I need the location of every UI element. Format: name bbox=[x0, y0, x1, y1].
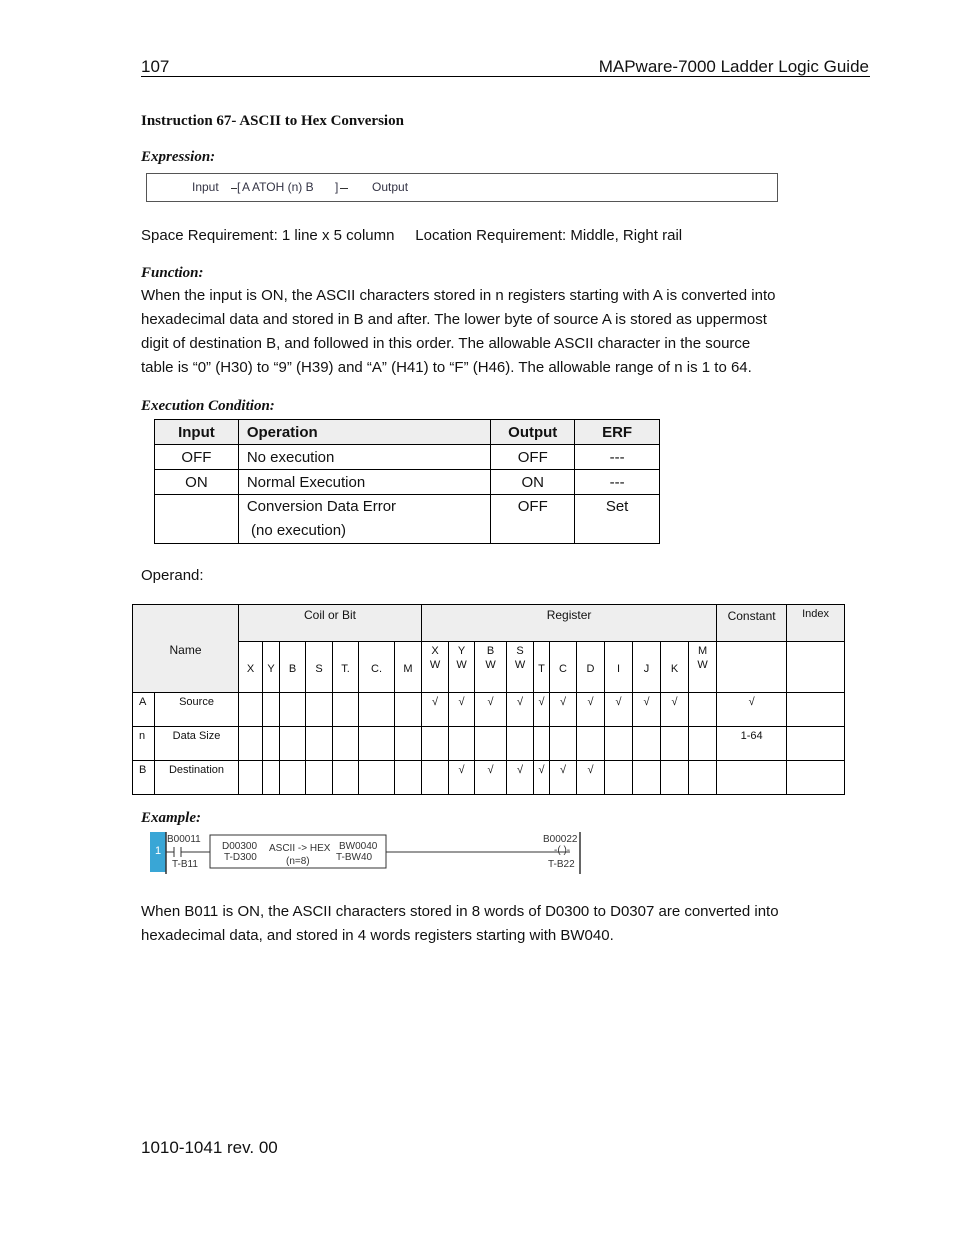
cell-input: OFF bbox=[155, 445, 239, 470]
coil-address: B00022 bbox=[543, 834, 578, 845]
table-row bbox=[133, 727, 845, 761]
execution-header-row bbox=[155, 420, 660, 445]
col-index bbox=[787, 642, 845, 693]
col-mw bbox=[689, 642, 717, 693]
index-cell bbox=[787, 727, 845, 761]
register-cell bbox=[661, 727, 689, 761]
register-cell: √ bbox=[422, 693, 449, 727]
destination-address: BW0040 bbox=[339, 841, 378, 852]
expression-output-label: Output bbox=[372, 180, 409, 194]
coil-cell bbox=[333, 761, 359, 795]
name-header-cell bbox=[133, 605, 239, 693]
index-cell bbox=[787, 693, 845, 727]
coil-cell bbox=[280, 727, 306, 761]
coil-cell bbox=[263, 727, 280, 761]
col-yw bbox=[449, 642, 475, 693]
register-cell bbox=[449, 727, 475, 761]
column-header-erf: ERF bbox=[575, 420, 660, 445]
example-line: hexadecimal data, and stored in 4 words registers starting with BW040. bbox=[141, 927, 614, 944]
col-label: B bbox=[486, 645, 495, 657]
operand-heading: Operand: bbox=[141, 567, 204, 584]
constant-cell: 1-64 bbox=[717, 727, 787, 761]
function-paragraph bbox=[141, 284, 841, 380]
instruction-title: Instruction 67- ASCII to Hex Conversion bbox=[141, 113, 404, 129]
col-label: W bbox=[429, 659, 441, 671]
coil-cell bbox=[333, 693, 359, 727]
operand-name: Data Size bbox=[155, 727, 239, 761]
coil-cell bbox=[333, 727, 359, 761]
expression-box bbox=[146, 173, 778, 202]
col-y: Y bbox=[263, 642, 280, 693]
operand-symbol: A bbox=[133, 693, 155, 727]
cell-output: OFF bbox=[491, 495, 575, 544]
coil-cell bbox=[359, 761, 395, 795]
constant-cell: √ bbox=[717, 693, 787, 727]
function-line: When the input is ON, the ASCII characters stored in n registers starting with A is converted into bbox=[141, 287, 776, 304]
register-cell: √ bbox=[550, 761, 577, 795]
operand-table bbox=[132, 604, 845, 795]
register-cell bbox=[475, 727, 507, 761]
group-coil-or-bit: Coil or Bit bbox=[239, 605, 422, 642]
col-xw bbox=[422, 642, 449, 693]
operation-line: Conversion Data Error bbox=[246, 498, 397, 515]
coil-cell bbox=[239, 761, 263, 795]
coil-cell bbox=[359, 727, 395, 761]
coil-cell bbox=[263, 693, 280, 727]
function-line: hexadecimal data and stored in B and after. The lower byte of source A is stored as uppermost bbox=[141, 311, 767, 328]
footer-revision: 1010-1041 rev. 00 bbox=[141, 1138, 278, 1157]
register-cell bbox=[422, 761, 449, 795]
cell-operation: Normal Execution bbox=[238, 470, 490, 495]
col-j: J bbox=[633, 642, 661, 693]
function-line: digit of destination B, and followed in this order. The allowable ASCII character in the source bbox=[141, 335, 751, 352]
coil-cell bbox=[263, 761, 280, 795]
operand-symbol: B bbox=[133, 761, 155, 795]
register-cell bbox=[661, 761, 689, 795]
coil-cell bbox=[359, 693, 395, 727]
expression-bracket-open: [ bbox=[237, 180, 241, 194]
document-title: MAPware-7000 Ladder Logic Guide bbox=[598, 57, 869, 76]
register-cell: √ bbox=[449, 761, 475, 795]
register-cell: √ bbox=[577, 761, 605, 795]
cell-erf: --- bbox=[575, 470, 660, 495]
col-m: M bbox=[395, 642, 422, 693]
register-cell bbox=[633, 727, 661, 761]
column-header-output: Output bbox=[491, 420, 575, 445]
col-bw bbox=[475, 642, 507, 693]
register-cell bbox=[689, 727, 717, 761]
col-label: S bbox=[516, 645, 524, 657]
register-cell: √ bbox=[633, 693, 661, 727]
operand-symbol: n bbox=[133, 727, 155, 761]
coil-cell bbox=[280, 693, 306, 727]
register-cell: √ bbox=[449, 693, 475, 727]
example-line: When B011 is ON, the ASCII characters stored in 8 words of D0300 to D0307 are converted into bbox=[141, 903, 779, 920]
register-cell: √ bbox=[534, 761, 550, 795]
col-creg: C bbox=[550, 642, 577, 693]
coil-cell bbox=[395, 761, 422, 795]
expression-instruction: A ATOH (n) B bbox=[242, 180, 314, 194]
contact-address: B00011 bbox=[167, 834, 201, 845]
register-cell: √ bbox=[475, 693, 507, 727]
table-row bbox=[155, 445, 660, 470]
column-header-operation: Operation bbox=[238, 420, 490, 445]
col-label: W bbox=[456, 659, 467, 671]
cell-output: OFF bbox=[491, 445, 575, 470]
operand-group-row bbox=[133, 605, 845, 642]
example-paragraph bbox=[141, 900, 841, 948]
coil-cell bbox=[395, 693, 422, 727]
table-row bbox=[133, 693, 845, 727]
register-cell bbox=[550, 727, 577, 761]
register-cell: √ bbox=[577, 693, 605, 727]
cell-input bbox=[155, 495, 239, 544]
cell-erf: --- bbox=[575, 445, 660, 470]
col-label: M bbox=[697, 645, 708, 657]
coil-cell bbox=[395, 727, 422, 761]
cell-erf: Set bbox=[575, 495, 660, 544]
register-cell bbox=[507, 727, 534, 761]
register-cell: √ bbox=[507, 761, 534, 795]
cell-input: ON bbox=[155, 470, 239, 495]
register-cell: √ bbox=[550, 693, 577, 727]
cell-output: ON bbox=[491, 470, 575, 495]
col-label: W bbox=[485, 659, 496, 671]
register-cell: √ bbox=[475, 761, 507, 795]
cell-operation bbox=[238, 495, 490, 544]
column-header-input: Input bbox=[155, 420, 239, 445]
register-cell bbox=[605, 761, 633, 795]
col-sw bbox=[507, 642, 534, 693]
col-label: Y bbox=[457, 645, 466, 657]
col-k: K bbox=[661, 642, 689, 693]
cell-operation: No execution bbox=[238, 445, 490, 470]
index-cell bbox=[787, 761, 845, 795]
col-label: X bbox=[431, 645, 439, 657]
requirements-text: Space Requirement: 1 line x 5 column Location Requirement: Middle, Right rail bbox=[141, 227, 683, 244]
coil-cell bbox=[306, 761, 333, 795]
function-line: table is “0” (H30) to “9” (H39) and “A” (H41) to “F” (H46). The allowable range of n is 1 to 64. bbox=[141, 359, 752, 376]
page-number: 107 bbox=[141, 57, 170, 76]
function-heading: Function: bbox=[141, 265, 204, 281]
coil-tag: T-B22 bbox=[548, 859, 575, 870]
group-constant: Constant bbox=[717, 605, 787, 642]
col-label: W bbox=[697, 659, 708, 671]
register-cell: √ bbox=[605, 693, 633, 727]
execution-heading: Execution Condition: bbox=[141, 398, 275, 414]
rung-number: 1 bbox=[155, 845, 162, 857]
table-row bbox=[133, 761, 845, 795]
group-register: Register bbox=[422, 605, 717, 642]
col-b: B bbox=[280, 642, 306, 693]
register-cell bbox=[633, 761, 661, 795]
group-index: Index bbox=[787, 605, 845, 642]
col-label: W bbox=[514, 659, 526, 671]
coil-cell bbox=[239, 727, 263, 761]
ladder-diagram bbox=[150, 832, 586, 874]
register-cell bbox=[577, 727, 605, 761]
source-address: D00300 bbox=[222, 841, 258, 852]
coil-cell bbox=[306, 693, 333, 727]
expression-wire-right bbox=[340, 188, 348, 189]
register-cell: √ bbox=[661, 693, 689, 727]
coil-cell bbox=[280, 761, 306, 795]
coil-cell bbox=[306, 727, 333, 761]
source-tag: T-D300 bbox=[224, 852, 257, 863]
execution-table bbox=[154, 419, 660, 544]
destination-tag: T-BW40 bbox=[336, 852, 373, 863]
register-cell: √ bbox=[507, 693, 534, 727]
operand-name: Destination bbox=[155, 761, 239, 795]
operation-line: (no execution) bbox=[246, 522, 347, 539]
col-c: C. bbox=[359, 642, 395, 693]
col-constant bbox=[717, 642, 787, 693]
name-header: Name bbox=[169, 643, 202, 657]
coil-symbol: -( )- bbox=[554, 845, 571, 856]
example-heading: Example: bbox=[141, 810, 201, 826]
expression-input-label: Input bbox=[192, 180, 219, 194]
expression-bracket-close: ] bbox=[335, 180, 339, 194]
col-x: X bbox=[239, 642, 263, 693]
register-cell: √ bbox=[534, 693, 550, 727]
expression-heading: Expression: bbox=[141, 149, 216, 165]
register-cell bbox=[534, 727, 550, 761]
col-s: S bbox=[306, 642, 333, 693]
coil-cell bbox=[239, 693, 263, 727]
register-cell bbox=[422, 727, 449, 761]
col-treg: T bbox=[534, 642, 550, 693]
function-name: ASCII -> HEX bbox=[269, 843, 331, 854]
table-row bbox=[155, 470, 660, 495]
col-d: D bbox=[577, 642, 605, 693]
register-cell bbox=[605, 727, 633, 761]
operand-name: Source bbox=[155, 693, 239, 727]
table-row bbox=[155, 495, 660, 544]
col-i: I bbox=[605, 642, 633, 693]
n-parameter: (n=8) bbox=[286, 856, 310, 867]
register-cell bbox=[689, 693, 717, 727]
contact-tag: T-B11 bbox=[172, 859, 198, 870]
register-cell bbox=[689, 761, 717, 795]
col-t: T. bbox=[333, 642, 359, 693]
header-rule bbox=[141, 76, 870, 77]
operand-column-row bbox=[133, 642, 845, 693]
constant-cell bbox=[717, 761, 787, 795]
